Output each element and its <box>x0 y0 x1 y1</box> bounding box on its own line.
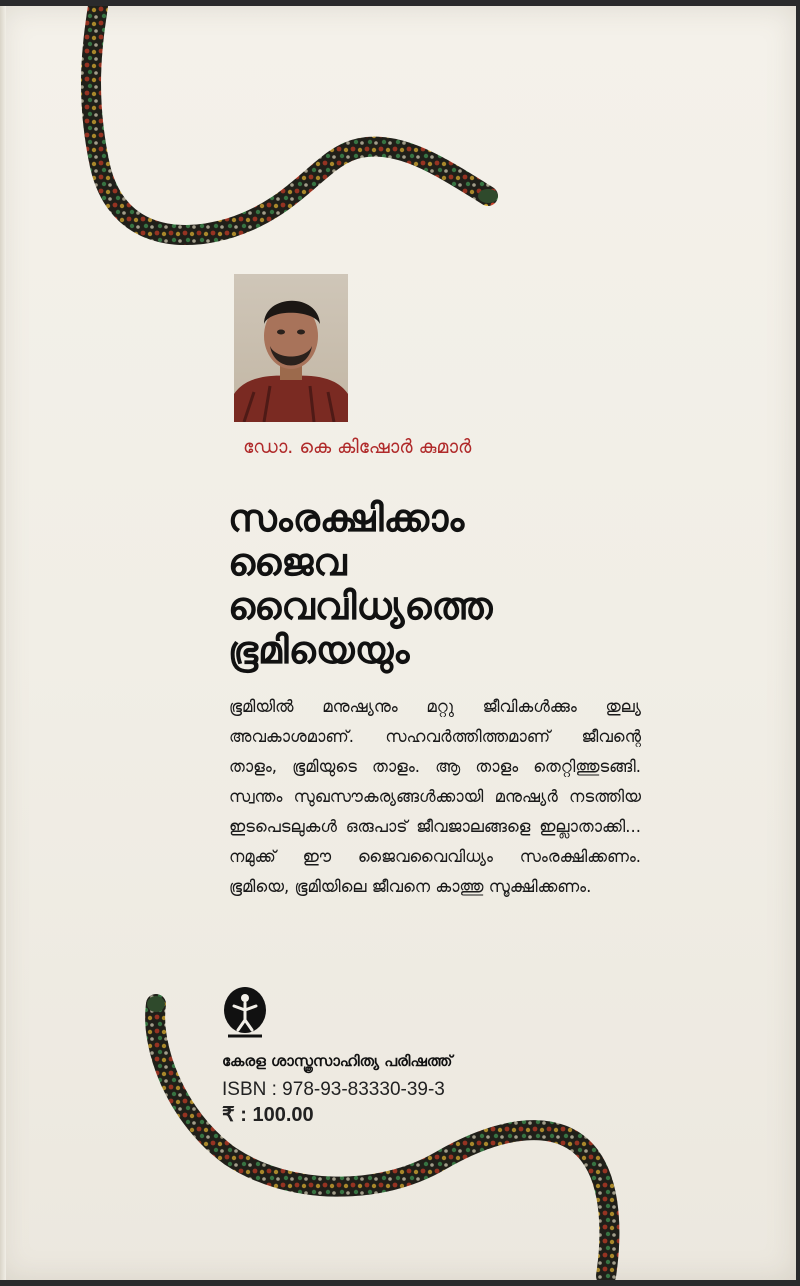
title-line-4: ഭൂമിയെയും <box>228 628 410 672</box>
publisher-logo-icon <box>222 986 268 1044</box>
price-label: ₹ : 100.00 <box>222 1104 314 1126</box>
book-title <box>228 496 528 672</box>
title-line-3: വൈവിധ്യത്തെ <box>228 584 493 628</box>
title-line-1: സംരക്ഷിക്കാം <box>228 496 465 540</box>
author-name: ഡോ. കെ കിഷോർ കുമാർ <box>243 436 472 458</box>
author-photo <box>234 274 348 422</box>
title-line-2: ജൈവ <box>228 540 347 584</box>
book-blurb: ഭൂമിയിൽ മനുഷ്യനും മറ്റു ജീവികൾക്കും തുല്യ അവകാശമാണ്. സഹവർത്തിത്തമാണ് ജീവന്റെ താളം, ഭൂമിയുടെ താളം. ആ താളം തെറ്റിത്തുടങ്ങി. സ്വന്തം സുഖസൗകര്യങ്ങൾക്കായി മനുഷ്യർ നടത്തിയ ഇടപെടലുകൾ ഒരുപാട് ജീവജാലങ്ങളെ ഇല്ലാതാക്കി... നമുക്ക് ഈ ജൈവവൈവിധ്യം സംരക്ഷിക്കണം. ഭൂമിയെ, ഭൂമിയിലെ ജീവനെ കാത്തു സൂക്ഷിക്കണം. <box>229 697 641 896</box>
publisher-name: കേരള ശാസ്ത്രസാഹിത്യ പരിഷത്ത് <box>222 1052 453 1070</box>
isbn-number: ISBN : 978-93-83330-39-3 <box>222 1079 445 1100</box>
book-back-cover <box>0 6 796 1280</box>
